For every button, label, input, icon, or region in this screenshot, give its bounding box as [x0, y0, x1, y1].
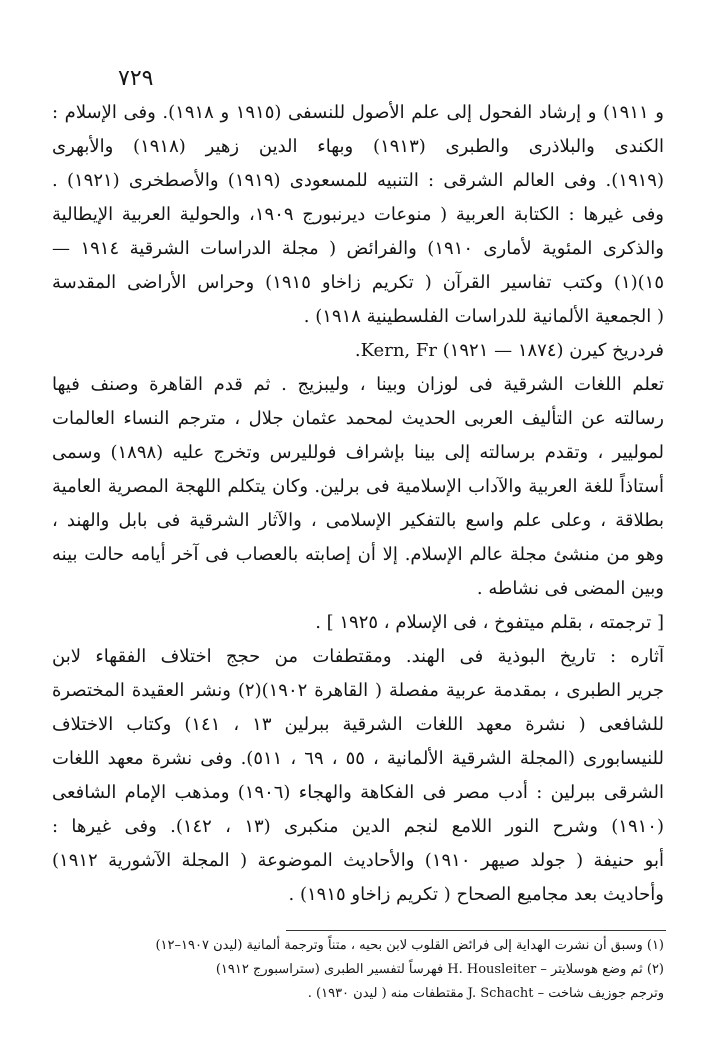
footnote-divider	[286, 930, 666, 931]
text-line: (١٩١٩). وفى العالم الشرقى : التنبيه للمسعودى (١٩١٩) والأصطخرى (١٩٢١) .	[52, 170, 664, 191]
text-line: وفى غيرها : الكتابة العربية ( منوعات ديرنبورج ١٩٠٩، والحولية العربية الإيطالية	[52, 204, 664, 225]
footnotes	[52, 934, 664, 1006]
text-line: وأحاديث بعد مجاميع الصحاح ( تكريم زاخاو ١٩١٥) .	[288, 884, 664, 905]
text-line: بطلاقة ، وعلى علم واسع بالتفكير الإسلامى ، والآثار الشرقية فى بابل والهند ،	[52, 510, 664, 531]
footnote-1: (١) وسبق أن نشرت الهداية إلى فرائض القلوب لابن بحيه ، متناً وترجمة ألمانية (ليدن ١٩٠٧–١٢)	[155, 938, 664, 953]
text-line: رسالته عن التأليف العربى الحديث لمحمد عثمان جلال ، مترجم النساء العالمات	[52, 408, 664, 429]
footnote-2-continued: وترجم جوزيف شاخت – J. Schacht مقتطفات منه ( ليدن ١٩٣٠) .	[307, 986, 664, 1001]
text-line: للنيسابورى (المجلة الشرقية الألمانية ، ٥٥ ، ٦٩ ، ٥١١). وفى نشرة معهد اللغات	[52, 748, 664, 769]
text-line: أستاذاً للغة العربية والآداب الإسلامية فى برلين. وكان يتكلم اللهجة المصرية العامية	[52, 476, 664, 497]
text-line: وهو من منشئ مجلة عالم الإسلام. إلا أن إصابته بالعصاب فى آخر أيامه حالت بينه	[52, 544, 664, 565]
text-line: الكندى والبلاذرى والطبرى (١٩١٣) وبهاء الدين زهير (١٩١٨) والأبهرى	[52, 136, 664, 157]
text-line: تعلم اللغات الشرقية فى لوزان وبينا ، وليبزيج . ثم قدم القاهرة وصنف فيها	[52, 374, 664, 395]
biography-reference: [ ترجمته ، بقلم ميتفوخ ، فى الإسلام ، ١٩٢٥ ] .	[315, 612, 664, 633]
text-line: و ١٩١١) و إرشاد الفحول إلى علم الأصول للنسفى (١٩١٥ و ١٩١٨). وفى الإسلام :	[52, 102, 664, 123]
text-line: لموليير ، وتقدم برسالته إلى بينا بإشراف فولليرس وتخرج عليه (١٨٩٨) وسمى	[52, 442, 664, 463]
text-line: (١٩١٠) وشرح النور اللامع لنجم الدين منكبرى (١٣ ، ١٤٢). وفى غيرها :	[52, 816, 664, 837]
main-text	[52, 96, 664, 912]
text-line: جرير الطبرى ، بمقدمة عربية مفصلة ( القاهرة ١٩٠٢)(٢) ونشر العقيدة المختصرة	[52, 680, 664, 701]
text-line: الشرقى ببرلين : أدب مصر فى الفكاهة والهجاء (١٩٠٦) ومذهب الإمام الشافعى	[52, 782, 664, 803]
footnote-2: (٢) ثم وضع هوسلايتر – H. Housleiter فهرساً لتفسير الطبرى (ستراسبورج ١٩١٢)	[215, 962, 664, 977]
entry-heading: فردريخ كيرن (١٨٧٤ — ١٩٢١) Kern, Fr.	[354, 340, 664, 361]
text-line: والذكرى المئوية لأمارى ١٩١٠) والفرائض ( مجلة الدراسات الشرقية ١٩١٤ —	[52, 238, 664, 259]
text-line: أبو حنيفة ( جولد صيهر ١٩١٠) والأحاديث الموضوعة ( المجلة الآشورية ١٩١٢)	[52, 850, 664, 871]
page-number: ٧٢٩	[118, 66, 154, 91]
text-line: ١٥)(١) وكتب تفاسير القرآن ( تكريم زاخاو ١٩١٥) وحراس الأراضى المقدسة	[52, 272, 664, 293]
text-line: وبين المضى فى نشاطه .	[476, 578, 664, 599]
text-line: للشافعى ( نشرة معهد اللغات الشرقية ببرلين ١٣ ، ١٤١) وكتاب الاختلاف	[52, 714, 664, 735]
text-line: ( الجمعية الألمانية للدراسات الفلسطينية ١٩١٨) .	[303, 306, 664, 327]
text-line: آثاره : تاريخ البوذية فى الهند. ومقتطفات من حجج اختلاف الفقهاء لابن	[52, 646, 664, 667]
